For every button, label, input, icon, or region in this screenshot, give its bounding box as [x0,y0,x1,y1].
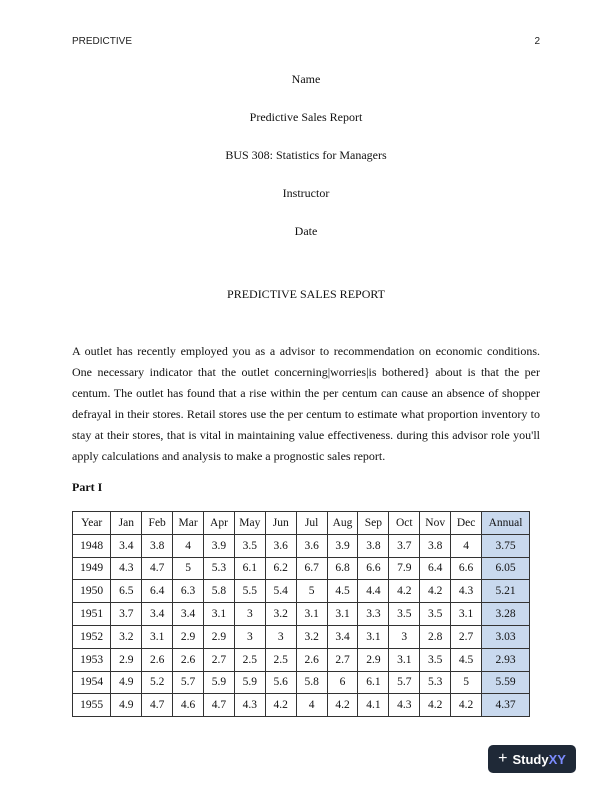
table-cell: 3.1 [142,625,173,648]
annual-cell: 3.03 [482,625,530,648]
table-cell: 6.3 [173,580,204,603]
table-cell: 6.6 [451,557,482,580]
report-date: Date [294,224,318,238]
table-cell: 3 [234,625,265,648]
table-cell: 4 [451,534,482,557]
running-title: PREDICTIVE [72,36,133,47]
table-cell: 6.1 [358,671,389,694]
column-header: Annual [482,512,530,535]
table-cell: 1952 [73,625,111,648]
annual-cell: 3.28 [482,603,530,626]
table-cell: 2.6 [142,648,173,671]
table-cell: 3.8 [358,534,389,557]
table-cell: 3.2 [265,603,296,626]
table-cell: 4.2 [420,580,451,603]
column-header: Oct [389,512,420,535]
part-heading: Part I [72,480,103,494]
table-cell: 4.3 [389,694,420,717]
table-cell: 2.6 [173,648,204,671]
table-cell: 4.2 [420,694,451,717]
table-row [73,671,530,694]
table-cell: 3.5 [420,648,451,671]
table-cell: 5.3 [204,557,235,580]
table-cell: 5 [173,557,204,580]
table-cell: 1951 [73,603,111,626]
table-cell: 6.4 [142,580,173,603]
table-cell: 2.7 [327,648,358,671]
table-cell: 6.7 [296,557,327,580]
table-cell: 6.6 [358,557,389,580]
table-cell: 4.3 [451,580,482,603]
table-cell: 3.1 [358,625,389,648]
table-cell: 3.9 [204,534,235,557]
table-cell: 2.8 [420,625,451,648]
table-cell: 3.3 [358,603,389,626]
table-cell: 4.1 [358,694,389,717]
table-cell: 3 [234,603,265,626]
table-cell: 3 [265,625,296,648]
table-cell: 3.6 [296,534,327,557]
table-cell: 6.2 [265,557,296,580]
table-cell: 6.4 [420,557,451,580]
table-cell: 4.2 [389,580,420,603]
table-body [73,534,530,716]
table-cell: 3.2 [111,625,142,648]
table-cell: 4 [173,534,204,557]
course-name: BUS 308: Statistics for Managers [225,148,387,162]
table-cell: 6.1 [234,557,265,580]
table-cell: 4.5 [451,648,482,671]
table-cell: 2.5 [265,648,296,671]
annual-cell: 2.93 [482,648,530,671]
table-cell: 3.1 [204,603,235,626]
table-cell: 3.4 [173,603,204,626]
table-cell: 3.7 [111,603,142,626]
annual-cell: 4.37 [482,694,530,717]
table-cell: 5.9 [204,671,235,694]
running-head [72,36,540,47]
table-cell: 3.7 [389,534,420,557]
table-cell: 5.8 [296,671,327,694]
column-header: Sep [358,512,389,535]
table-cell: 3.4 [111,534,142,557]
annual-cell: 3.75 [482,534,530,557]
unemployment-table [72,511,530,717]
table-cell: 4.3 [111,557,142,580]
column-header: Dec [451,512,482,535]
table-cell: 3 [389,625,420,648]
annual-cell: 5.21 [482,580,530,603]
table-cell: 5.6 [265,671,296,694]
table-row [73,694,530,717]
table-cell: 3.6 [265,534,296,557]
table-cell: 7.9 [389,557,420,580]
annual-cell: 5.59 [482,671,530,694]
table-cell: 4 [296,694,327,717]
column-header: Apr [204,512,235,535]
table-cell: 4.5 [327,580,358,603]
column-header: Year [73,512,111,535]
table-cell: 3.8 [142,534,173,557]
table-cell: 5.7 [389,671,420,694]
table-cell: 5.5 [234,580,265,603]
table-row [73,534,530,557]
table-cell: 2.7 [204,648,235,671]
table-cell: 4.9 [111,694,142,717]
column-header: Jul [296,512,327,535]
table-cell: 2.9 [111,648,142,671]
page-number: 2 [534,36,540,47]
table-cell: 2.7 [451,625,482,648]
column-header: Nov [420,512,451,535]
table-cell: 5.8 [204,580,235,603]
table-cell: 5 [296,580,327,603]
table-cell: 3.5 [420,603,451,626]
table-cell: 3.5 [389,603,420,626]
column-header: Mar [173,512,204,535]
table-cell: 3.2 [296,625,327,648]
table-cell: 3.5 [234,534,265,557]
table-row [73,603,530,626]
intro-paragraph: A outlet has recently employed you as a advisor to recommendation on economic conditions. One necessary indicator that the outlet concerning|worries|is bothered} about is that the per centum. The outlet has found that a rise within the per centum can cause an absence of shopper defrayal in their stores. Retail stores use the per centum to estimate what proportion inventory to stay at their stores, that is vital in maintaining value effectiveness. during this advisor role you'll apply calculations and analysis to make a prognostic sales report. [72,344,540,463]
table-cell: 1948 [73,534,111,557]
table-cell: 4.7 [204,694,235,717]
table-cell: 3.1 [296,603,327,626]
table-cell: 3.4 [327,625,358,648]
column-header: Jan [111,512,142,535]
table-cell: 6 [327,671,358,694]
table-cell: 2.9 [358,648,389,671]
section-title: PREDICTIVE SALES REPORT [227,287,385,301]
table-cell: 5.3 [420,671,451,694]
table-row [73,648,530,671]
table-cell: 1954 [73,671,111,694]
annual-cell: 6.05 [482,557,530,580]
column-header: Feb [142,512,173,535]
table-cell: 5.9 [234,671,265,694]
table-cell: 4.7 [142,694,173,717]
table-cell: 2.5 [234,648,265,671]
table-cell: 4.6 [173,694,204,717]
table-cell: 3.1 [327,603,358,626]
table-cell: 6.8 [327,557,358,580]
plus-icon: + [498,750,508,767]
studyxy-logo [488,745,576,773]
table-cell: 1955 [73,694,111,717]
table-cell: 4.3 [234,694,265,717]
table-cell: 3.8 [420,534,451,557]
table-cell: 5.4 [265,580,296,603]
title-block [72,72,540,262]
table-cell: 4.9 [111,671,142,694]
table-cell: 4.4 [358,580,389,603]
table-cell: 2.9 [204,625,235,648]
table-cell: 3.1 [451,603,482,626]
table-cell: 2.9 [173,625,204,648]
table-cell: 5.2 [142,671,173,694]
table-cell: 4.2 [327,694,358,717]
column-header: Aug [327,512,358,535]
table-cell: 4.2 [451,694,482,717]
table-cell: 1950 [73,580,111,603]
table-cell: 4.7 [142,557,173,580]
table-row [73,625,530,648]
table-cell: 5.7 [173,671,204,694]
data-table [72,511,530,717]
table-row [73,557,530,580]
author-name: Name [291,72,321,86]
table-cell: 2.6 [296,648,327,671]
logo-text: StudyXY [512,751,566,767]
report-title: Predictive Sales Report [249,110,363,124]
table-cell: 1953 [73,648,111,671]
table-cell: 6.5 [111,580,142,603]
table-header-row [73,512,530,535]
table-row [73,580,530,603]
table-cell: 3.4 [142,603,173,626]
column-header: Jun [265,512,296,535]
table-cell: 1949 [73,557,111,580]
column-header: May [234,512,265,535]
table-cell: 3.9 [327,534,358,557]
table-cell: 3.1 [389,648,420,671]
table-cell: 4.2 [265,694,296,717]
instructor-name: Instructor [282,186,330,200]
table-cell: 5 [451,671,482,694]
